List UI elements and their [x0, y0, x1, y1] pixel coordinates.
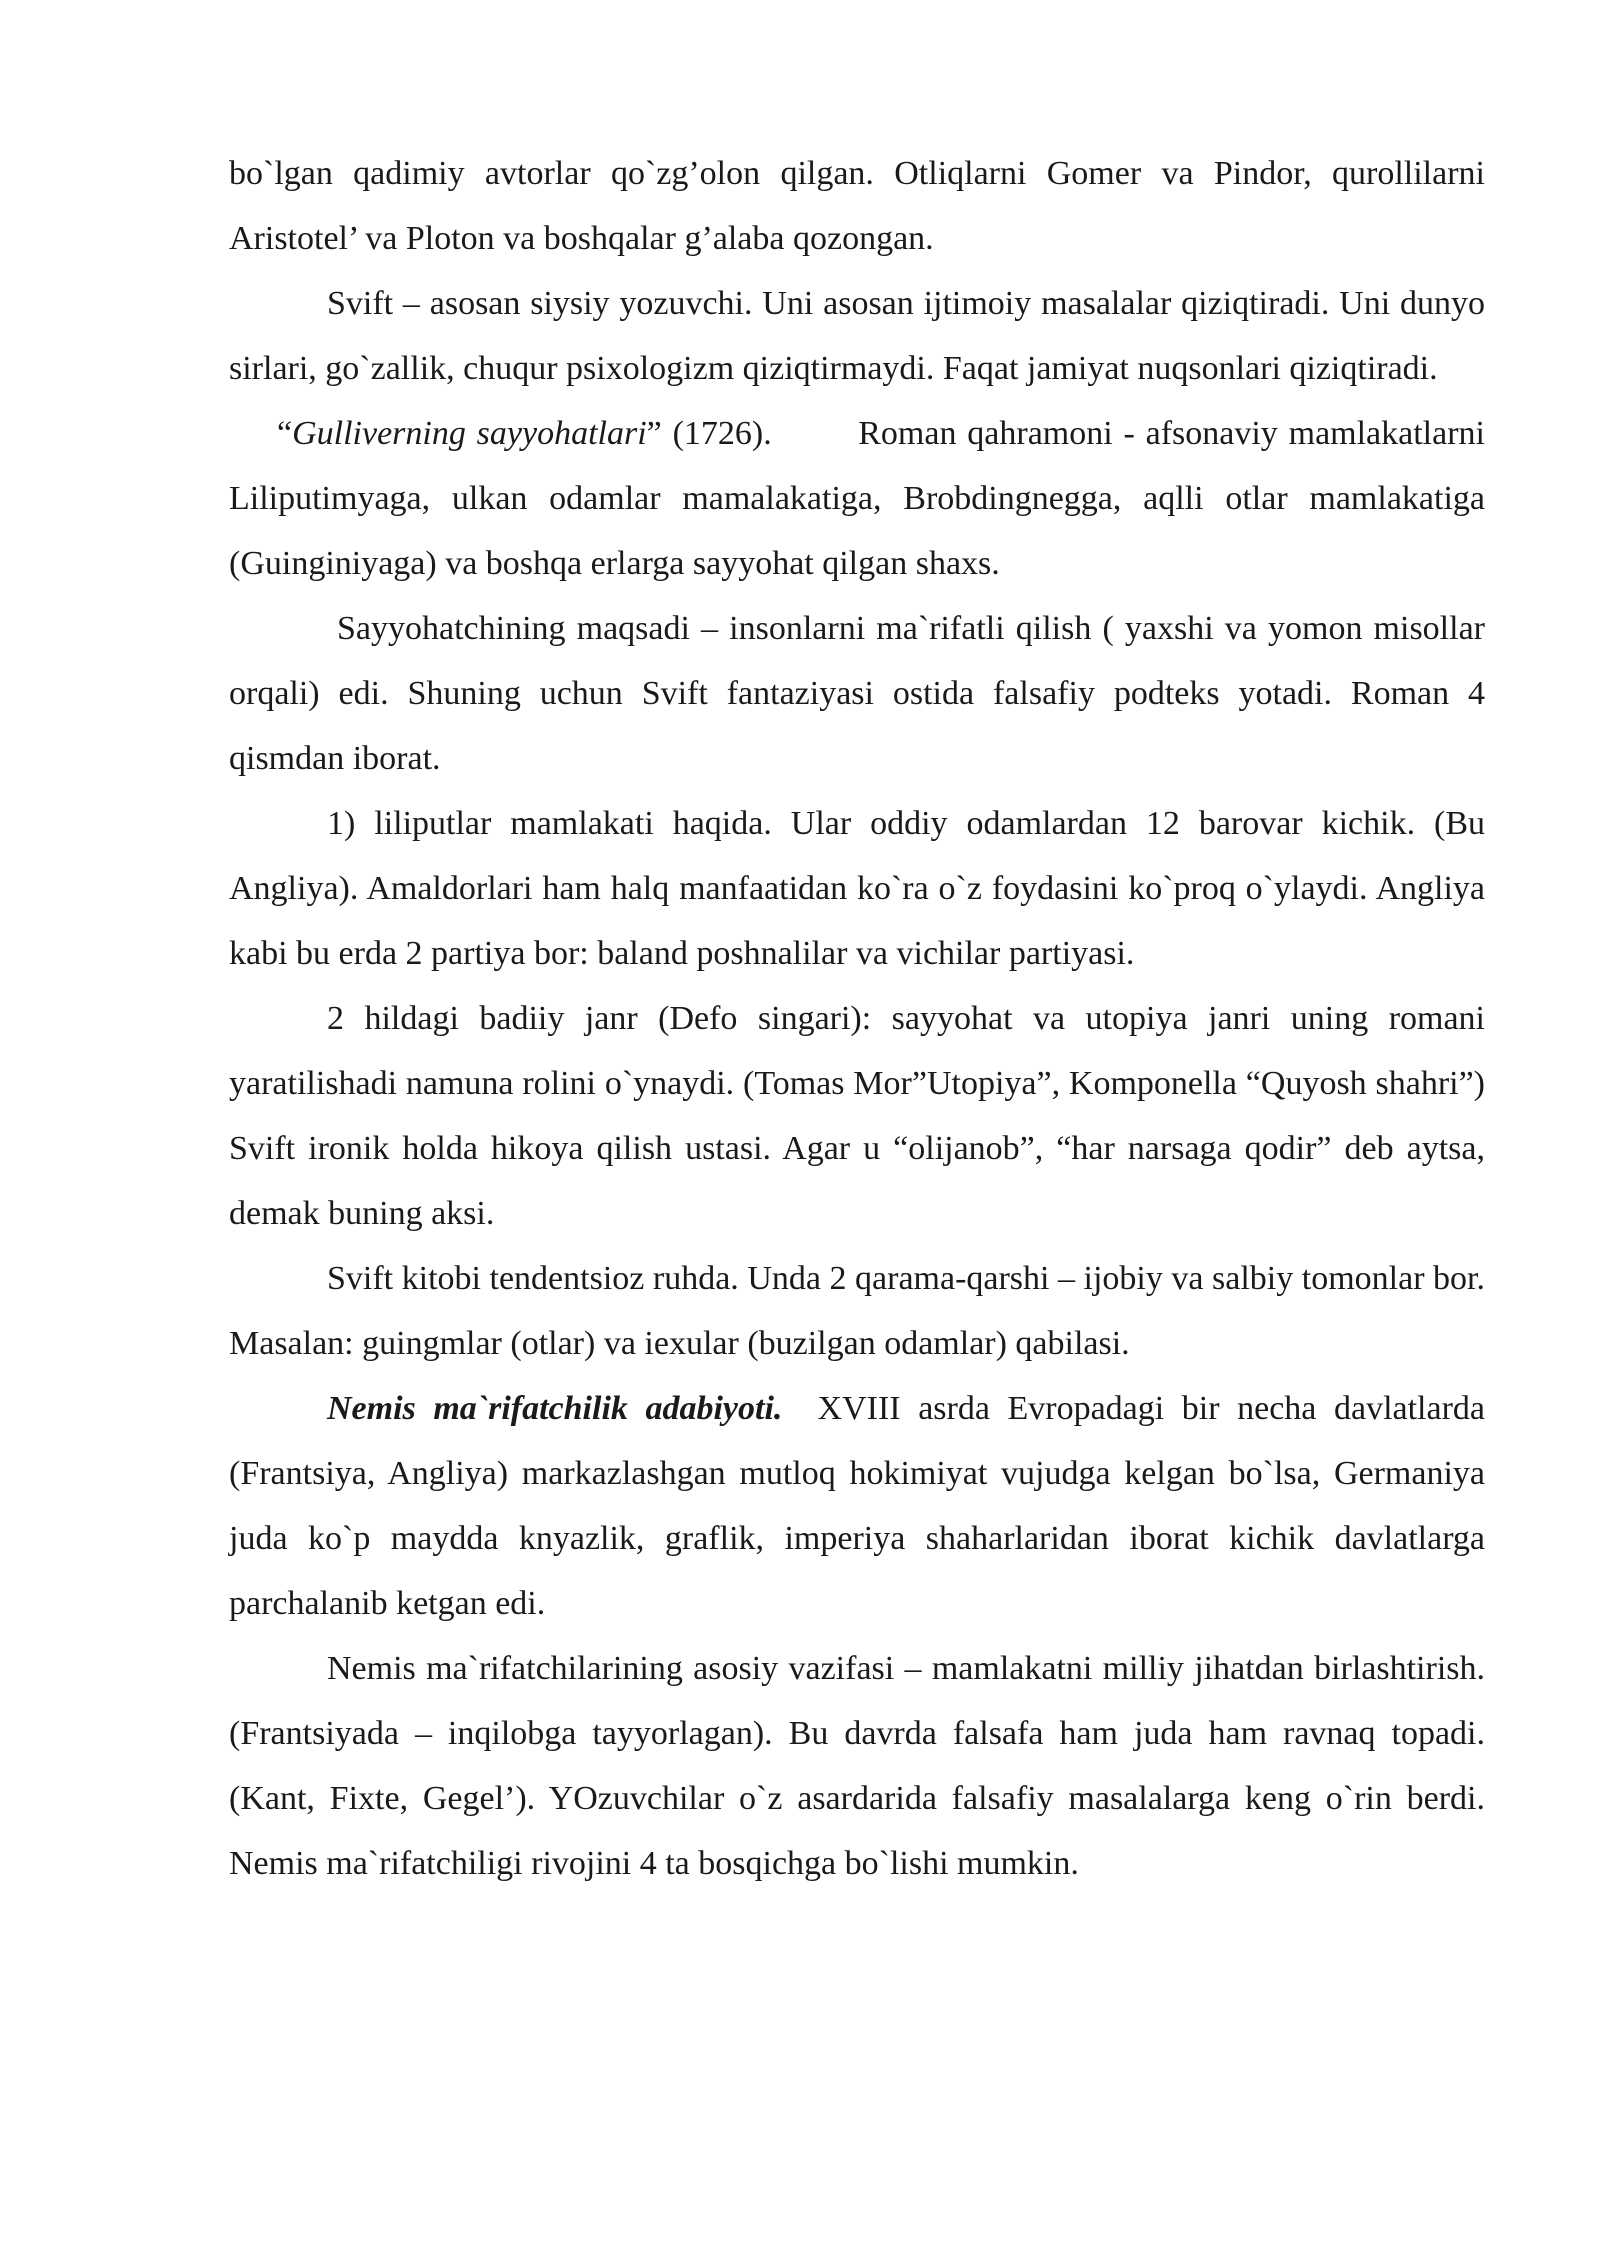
- gulliver-open-quote: “: [277, 415, 293, 452]
- paragraph-gulliver: [229, 401, 1494, 596]
- paragraph-tendency: Svift kitobi tendentsioz ruhda. Unda 2 qarama-qarshi – ijobiy va salbiy tomonlar bor. Masalan: guingmlar (otlar) va iexular (buzilgan odamlar) qabilasi.: [229, 1260, 1485, 1362]
- section-heading: Nemis ma`rifatchilik adabiyoti.: [327, 1390, 783, 1427]
- paragraph-1: bo`lgan qadimiy avtorlar qo`zg’olon qilgan. Otliqlarni Gomer va Pindor, qurollilarni Aristotel’ va Ploton va boshqalar g’alaba qozongan.: [229, 155, 1485, 257]
- gulliver-text: ” (1726). Roman qahramoni - afsonaviy mamlakatlarni Liliputimyaga, ulkan odamlar mamalakatiga, Brobdingnegga, aqlli otlar mamlakatiga (Guinginiyaga) va boshqa erlarga sayyohat qilgan shaxs.: [229, 415, 1494, 582]
- gulliver-title: Gulliverning sayyohatlari: [292, 415, 647, 452]
- paragraph-german-enlightenment: [229, 1376, 1494, 1636]
- paragraph-svift-political: Svift – asosan siysiy yozuvchi. Uni asosan ijtimoiy masalalar qiziqtiradi. Uni dunyo sirlari, go`zallik, chuqur psixologizm qiziqtirmaydi. Faqat jamiyat nuqsonlari qiziqtiradi.: [229, 285, 1485, 387]
- german-enlightenment-text: XVIII asrda Evropadagi bir necha davlatlarda (Frantsiya, Angliya) markazlashgan mutloq hokimiyat vujudga kelgan bo`lsa, Germaniya juda ko`p maydda knyazlik, graflik, imperiya shaharlaridan iborat kichik davlatlarga parchalanib ketgan edi.: [229, 1390, 1494, 1622]
- paragraph-liliput: 1) liliputlar mamlakati haqida. Ular oddiy odamlardan 12 barovar kichik. (Bu Angliya). Amaldorlari ham halq manfaatidan ko`ra o`z foydasini ko`proq o`ylaydi. Angliya kabi bu erda 2 partiya bor: baland poshnalilar va vichilar partiyasi.: [229, 805, 1485, 972]
- paragraph-genre: 2 hildagi badiiy janr (Defo singari): sayyohat va utopiya janri uning romani yaratilishadi namuna rolini o`ynaydi. (Tomas Mor”Utopiya”, Komponella “Quyosh shahri”) Svift ironik holda hikoya qilish ustasi. Agar u “olijanob”, “har narsaga qodir” deb aytsa, demak buning aksi.: [229, 1000, 1485, 1232]
- paragraph-german-tasks: Nemis ma`rifatchilarining asosiy vazifasi – mamlakatni milliy jihatdan birlashtirish. (Frantsiyada – inqilobga tayyorlagan). Bu davrda falsafa ham juda ham ravnaq topadi. (Kant, Fixte, Gegel’). YOzuvchilar o`z asardarida falsafiy masalalarga keng o`rin berdi. Nemis ma`rifatchiligi rivojini 4 ta bosqichga bo`lishi mumkin.: [229, 1650, 1485, 1882]
- document-body: [229, 141, 1494, 1896]
- paragraph-purpose: Sayyohatchining maqsadi – insonlarni ma`rifatli qilish ( yaxshi va yomon misollar orqali) edi. Shuning uchun Svift fantaziyasi ostida falsafiy podteks yotadi. Roman 4 qismdan iborat.: [229, 610, 1485, 777]
